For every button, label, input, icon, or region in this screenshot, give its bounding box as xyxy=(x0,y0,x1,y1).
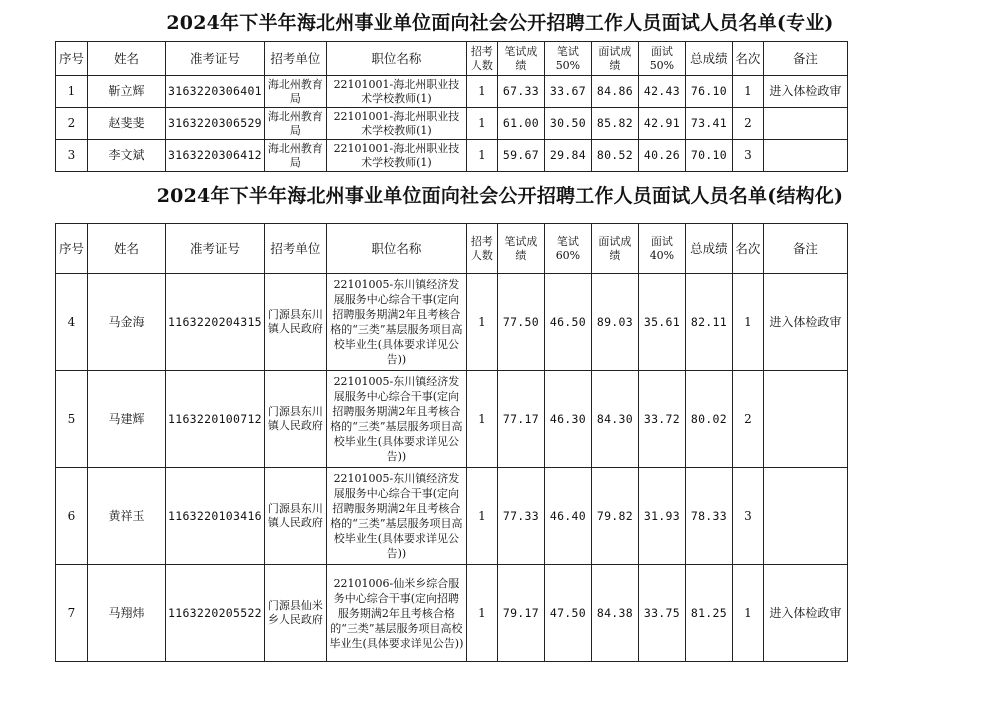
cell-total: 82.11 xyxy=(685,274,732,371)
header-cell: 招考单位 xyxy=(264,224,326,274)
cell-written: 77.17 xyxy=(497,371,544,468)
header-cell: 姓名 xyxy=(88,224,166,274)
cell-written: 67.33 xyxy=(497,76,544,108)
page-title-professional: 2024年下半年海北州事业单位面向社会公开招聘工作人员面试人员名单(专业) xyxy=(166,12,834,34)
header-cell: 职位名称 xyxy=(326,224,466,274)
cell-interview: 79.82 xyxy=(591,468,638,565)
cell-rank: 3 xyxy=(732,140,763,172)
header-cell: 招考单位 xyxy=(264,42,326,76)
cell-position: 22101006-仙米乡综合服务中心综合干事(定向招聘服务期满2年且考核合格的“三类”基层服务项目高校毕业生(具体要求详见公告)) xyxy=(326,565,466,662)
header-cell: 面试50% xyxy=(638,42,685,76)
header-cell: 职位名称 xyxy=(326,42,466,76)
cell-position: 22101001-海北州职业技术学校教师(1) xyxy=(326,108,466,140)
cell-count: 1 xyxy=(466,371,497,468)
cell-note: 进入体检政审 xyxy=(763,565,847,662)
cell-no: 3 xyxy=(56,140,88,172)
cell-count: 1 xyxy=(466,140,497,172)
cell-unit: 海北州教育局 xyxy=(264,108,326,140)
interview-table-professional xyxy=(55,41,848,172)
header-cell: 笔试60% xyxy=(544,224,591,274)
header-cell: 备注 xyxy=(763,42,847,76)
cell-written-pct: 33.67 xyxy=(544,76,591,108)
header-cell: 笔试50% xyxy=(544,42,591,76)
header-cell: 准考证号 xyxy=(166,224,265,274)
header-cell: 姓名 xyxy=(88,42,166,76)
header-cell: 面试成绩 xyxy=(591,42,638,76)
cell-rank: 1 xyxy=(732,76,763,108)
cell-position: 22101005-东川镇经济发展服务中心综合干事(定向招聘服务期满2年且考核合格的“三类”基层服务项目高校毕业生(具体要求详见公告)) xyxy=(326,371,466,468)
cell-note xyxy=(763,468,847,565)
table-header-row xyxy=(56,224,848,274)
cell-interview-pct: 42.91 xyxy=(638,108,685,140)
cell-exam-id: 1163220103416 xyxy=(166,468,265,565)
cell-note: 进入体检政审 xyxy=(763,274,847,371)
cell-total: 76.10 xyxy=(685,76,732,108)
header-cell: 序号 xyxy=(56,224,88,274)
cell-interview: 85.82 xyxy=(591,108,638,140)
cell-rank: 3 xyxy=(732,468,763,565)
interview-table-structured xyxy=(55,223,848,662)
cell-position: 22101001-海北州职业技术学校教师(1) xyxy=(326,140,466,172)
cell-unit: 门源县东川镇人民政府 xyxy=(264,274,326,371)
cell-rank: 2 xyxy=(732,371,763,468)
cell-written: 59.67 xyxy=(497,140,544,172)
cell-name: 马建辉 xyxy=(88,371,166,468)
header-cell: 面试成绩 xyxy=(591,224,638,274)
cell-unit: 海北州教育局 xyxy=(264,76,326,108)
cell-name: 马翔炜 xyxy=(88,565,166,662)
cell-written: 77.33 xyxy=(497,468,544,565)
table-row xyxy=(56,565,848,662)
cell-unit: 门源县东川镇人民政府 xyxy=(264,371,326,468)
cell-no: 2 xyxy=(56,108,88,140)
header-cell: 笔试成绩 xyxy=(497,42,544,76)
cell-name: 李文斌 xyxy=(88,140,166,172)
cell-position: 22101005-东川镇经济发展服务中心综合干事(定向招聘服务期满2年且考核合格的“三类”基层服务项目高校毕业生(具体要求详见公告)) xyxy=(326,274,466,371)
cell-interview: 84.30 xyxy=(591,371,638,468)
cell-note: 进入体检政审 xyxy=(763,76,847,108)
cell-rank: 2 xyxy=(732,108,763,140)
cell-total: 78.33 xyxy=(685,468,732,565)
cell-note xyxy=(763,108,847,140)
table-row xyxy=(56,76,848,108)
table-row xyxy=(56,140,848,172)
cell-interview-pct: 33.72 xyxy=(638,371,685,468)
header-cell: 招考人数 xyxy=(466,42,497,76)
header-cell: 总成绩 xyxy=(685,42,732,76)
header-cell: 笔试成绩 xyxy=(497,224,544,274)
cell-exam-id: 1163220205522 xyxy=(166,565,265,662)
header-cell: 招考人数 xyxy=(466,224,497,274)
cell-note xyxy=(763,371,847,468)
cell-written-pct: 46.50 xyxy=(544,274,591,371)
cell-interview-pct: 33.75 xyxy=(638,565,685,662)
cell-interview-pct: 35.61 xyxy=(638,274,685,371)
table-row xyxy=(56,274,848,371)
cell-written: 61.00 xyxy=(497,108,544,140)
cell-position: 22101005-东川镇经济发展服务中心综合干事(定向招聘服务期满2年且考核合格的“三类”基层服务项目高校毕业生(具体要求详见公告)) xyxy=(326,468,466,565)
cell-no: 5 xyxy=(56,371,88,468)
cell-count: 1 xyxy=(466,468,497,565)
cell-written-pct: 46.40 xyxy=(544,468,591,565)
cell-count: 1 xyxy=(466,274,497,371)
cell-exam-id: 3163220306529 xyxy=(166,108,265,140)
cell-no: 7 xyxy=(56,565,88,662)
cell-total: 80.02 xyxy=(685,371,732,468)
cell-name: 赵斐斐 xyxy=(88,108,166,140)
table-row xyxy=(56,468,848,565)
cell-written-pct: 30.50 xyxy=(544,108,591,140)
cell-exam-id: 3163220306412 xyxy=(166,140,265,172)
cell-name: 黄祥玉 xyxy=(88,468,166,565)
cell-interview-pct: 40.26 xyxy=(638,140,685,172)
cell-unit: 海北州教育局 xyxy=(264,140,326,172)
cell-interview: 84.38 xyxy=(591,565,638,662)
header-cell: 准考证号 xyxy=(166,42,265,76)
cell-rank: 1 xyxy=(732,274,763,371)
cell-no: 4 xyxy=(56,274,88,371)
cell-total: 81.25 xyxy=(685,565,732,662)
header-cell: 备注 xyxy=(763,224,847,274)
cell-written: 77.50 xyxy=(497,274,544,371)
cell-written-pct: 47.50 xyxy=(544,565,591,662)
table-header-row xyxy=(56,42,848,76)
cell-written-pct: 29.84 xyxy=(544,140,591,172)
cell-interview: 84.86 xyxy=(591,76,638,108)
cell-total: 73.41 xyxy=(685,108,732,140)
cell-rank: 1 xyxy=(732,565,763,662)
cell-exam-id: 3163220306401 xyxy=(166,76,265,108)
header-cell: 总成绩 xyxy=(685,224,732,274)
cell-interview: 80.52 xyxy=(591,140,638,172)
cell-exam-id: 1163220204315 xyxy=(166,274,265,371)
cell-interview-pct: 31.93 xyxy=(638,468,685,565)
cell-note xyxy=(763,140,847,172)
cell-name: 靳立辉 xyxy=(88,76,166,108)
cell-written: 79.17 xyxy=(497,565,544,662)
cell-position: 22101001-海北州职业技术学校教师(1) xyxy=(326,76,466,108)
cell-exam-id: 1163220100712 xyxy=(166,371,265,468)
table-row xyxy=(56,108,848,140)
page-title-structured: 2024年下半年海北州事业单位面向社会公开招聘工作人员面试人员名单(结构化) xyxy=(156,185,844,207)
table-row xyxy=(56,371,848,468)
header-cell: 名次 xyxy=(732,42,763,76)
cell-total: 70.10 xyxy=(685,140,732,172)
cell-count: 1 xyxy=(466,108,497,140)
cell-no: 1 xyxy=(56,76,88,108)
header-cell: 面试40% xyxy=(638,224,685,274)
cell-written-pct: 46.30 xyxy=(544,371,591,468)
cell-name: 马金海 xyxy=(88,274,166,371)
cell-interview: 89.03 xyxy=(591,274,638,371)
header-cell: 序号 xyxy=(56,42,88,76)
cell-unit: 门源县东川镇人民政府 xyxy=(264,468,326,565)
cell-unit: 门源县仙米乡人民政府 xyxy=(264,565,326,662)
cell-interview-pct: 42.43 xyxy=(638,76,685,108)
cell-count: 1 xyxy=(466,76,497,108)
header-cell: 名次 xyxy=(732,224,763,274)
cell-count: 1 xyxy=(466,565,497,662)
cell-no: 6 xyxy=(56,468,88,565)
